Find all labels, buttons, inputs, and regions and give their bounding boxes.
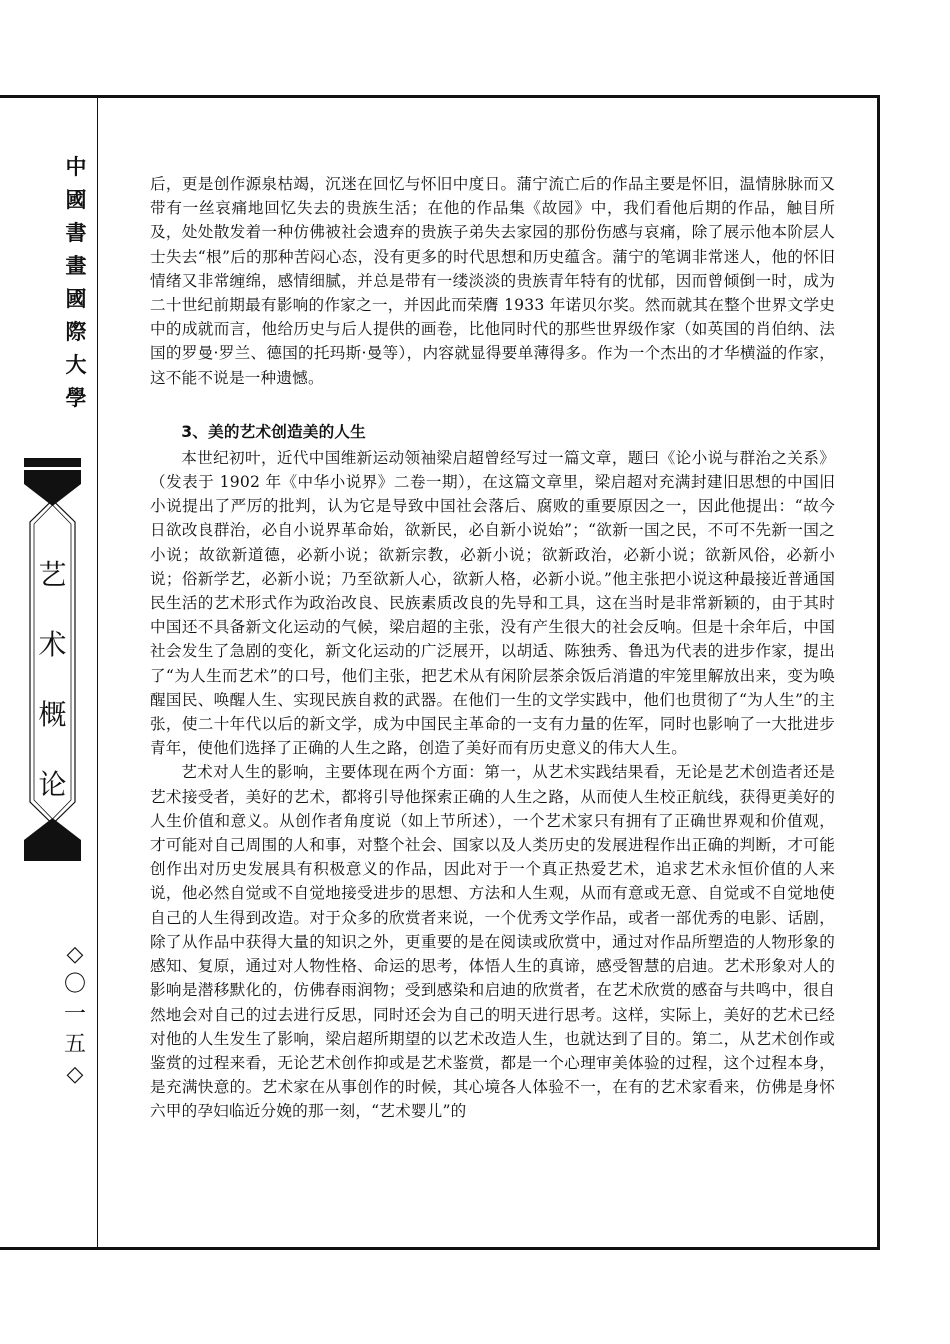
book-title-char: 术 [38,628,67,661]
book-title-char: 论 [38,768,67,801]
institution-char: 際 [65,319,87,344]
sidebar-divider [97,98,98,1250]
institution-char: 畫 [65,253,87,278]
institution-char: 國 [65,286,87,311]
page-number [60,940,90,1090]
ornament-bar-bottom [24,852,81,861]
paragraph: 本世纪初叶，近代中国维新运动领袖梁启超曾经写过一篇文章，题曰《论小说与群治之关系》（发表于 1902 年《中华小说界》二卷一期），在这篇文章里，梁启超对充满封建旧思想的中国旧小说提出了严厉的批判，认为它是导致中国社会落后、腐败的重要原因之一，因此他提出：“故今日欲改良群治，必自小说界革命始，欲新民，必自新小说始”；“欲新一国之民，不可不先新一国之小说；故欲新道德，必新小说；欲新宗教，必新小说；欲新政治，必新小说；欲新风俗，必新小说；俗新学艺，必新小说；乃至欲新人心，欲新人格，必新小说。”他主张把小说这种最接近普通国民生活的艺术形式作为政治改良、民族素质改良的先导和工具，这在当时是非常新颖的，由于其时中国还不具备新文化运动的气候，梁启超的主张，没有产生很大的社会反响。但是十余年后，中国社会发生了急剧的变化，新文化运动的广泛展开，以胡适、陈独秀、鲁迅为代表的进步作家，提出了“为人生而艺术”的口号，他们主张，把艺术从有闲阶层茶余饭后消遣的牢笼里解放出来，变为唤醒国民、唤醒人生、实现民族自救的武器。在他们一生的文学实践中，他们也贯彻了“为人生”的主张，使二十年代以后的新文学，成为中国民主革命的一支有力量的佐军，同时也影响了一大批进步青年，使他们选择了正确的人生之路，创造了美好而有历史意义的伟大人生。 [150,448,835,758]
diamond-icon: ◇ [66,942,84,967]
ornament-cap-bottom [24,818,81,854]
ornament-bar-top [24,458,81,467]
page-number-char: 〇 [63,972,86,997]
main-text [150,172,835,1124]
institution-char: 國 [65,187,87,212]
institution-char: 大 [65,352,87,377]
book-title-char: 艺 [38,558,67,591]
section-heading: 3、美的艺术创造美的人生 [181,422,366,441]
page-number-char: 五 [63,1032,86,1057]
page-number-char: 一 [63,1002,86,1027]
book-title-vertical [28,540,77,820]
paragraph: 艺术对人生的影响，主要体现在两个方面：第一，从艺术实践结果看，无论是艺术创造者还是艺术接受者，美好的艺术，都将引导他探索正确的人生之路，从而使人生校正航线，获得更美好的人生价值和意义。从创作者角度说（如上节所述），一个艺术家只有拥有了正确世界观和价值观，才可能对自己周围的人和事，对整个社会、国家以及人类历史的发展进程作出正确的判断，才可能创作出对历史发展具有积极意义的作品，因此对于一个真正热爱艺术，追求艺术永恒价值的人来说，他必然自觉或不自觉地接受进步的思想、方法和人生观，从而有意或无意、自觉或不自觉地使自己的人生得到改造。对于众多的欣赏者来说，一个优秀文学作品，或者一部优秀的电影、话剧，除了从作品中获得大量的知识之外，更重要的是在阅读或欣赏中，通过对作品所塑造的人物形象的感知、复原，通过对人物性格、命运的思考，体悟人生的真谛，感受智慧的启迪。艺术形象对人的影响是潜移默化的，仿佛春雨润物；受到感染和启迪的欣赏者，在艺术欣赏的感奋与共鸣中，很自然地会对自己的过去进行反思，同时还会为自己的明天进行思考。这样，实际上，美好的艺术已经对他的人生发生了影响，梁启超所期望的以艺术改造人生，也就达到了目的。第二，从艺术创作或鉴赏的过程来看，无论艺术创作抑或是艺术鉴赏，都是一个心理审美体验的过程，这个过程本身，是充满快意的。艺术家在从事创作的时候，其心境各人体验不一，在有的艺术家看来，仿佛是身怀六甲的孕妇临近分娩的那一刻，“艺术婴儿”的 [150,763,835,1121]
institution-char: 中 [65,154,87,179]
diamond-icon: ◇ [66,1062,84,1087]
institution-char: 書 [65,220,87,245]
book-title-char: 概 [38,698,67,731]
paragraph: 后，更是创作源泉枯竭，沉迷在回忆与怀旧中度日。蒲宁流亡后的作品主要是怀旧，温情脉脉而又带有一丝哀痛地回忆失去的贵族生活；在他的作品集《故园》中，我们看他后期的作品，触目所及，处处散发着一种仿佛被社会遗弃的贵族子弟失去家园的那份伤感与哀痛，除了展示他本阶层人士失去“根”后的那种苦闷心态，没有更多的时代思想和历史蕴含。蒲宁的笔调非常迷人，他的怀旧情绪又非常缠绵，感情细腻，并总是带有一缕淡淡的贵族青年特有的忧郁，因而曾倾倒一时，成为二十世纪前期最有影响的作家之一，并因此而荣膺 1933 年诺贝尔奖。然而就其在整个世界文学史中的成就而言，他给历史与后人提供的画卷，比他同时代的那些世界级作家（如英国的肖伯纳、法国的罗曼·罗兰、德国的托玛斯·曼等），内容就显得要单薄得多。作为一个杰出的才华横溢的作家，这不能不说是一种遗憾。 [150,175,835,387]
institution-char: 學 [65,385,87,410]
institution-name [58,150,94,414]
